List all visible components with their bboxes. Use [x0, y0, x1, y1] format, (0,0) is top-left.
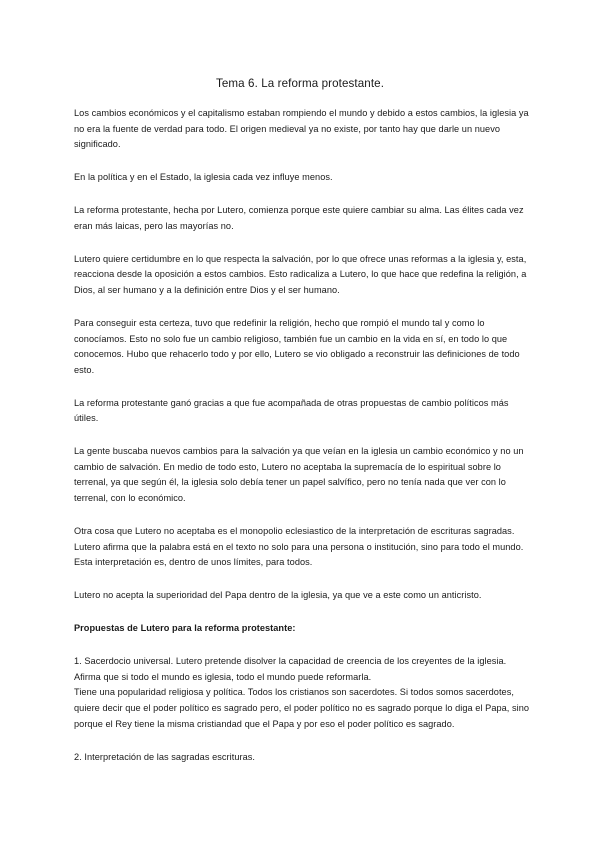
paragraph: En la política y en el Estado, la iglesia cada vez influye menos.: [74, 172, 333, 183]
proposal-2: 2. Interpretación de las sagradas escrituras.: [74, 751, 255, 762]
proposal-1-intro: 1. Sacerdocio universal. Lutero pretende disolver la capacidad de creencia de los creyentes de la iglesia. Afirma que si todo el mundo es iglesia, todo el mundo puede reformarla.: [74, 656, 507, 682]
paragraph: La reforma protestante ganó gracias a que fue acompañada de otras propuestas de cambio políticos más útiles.: [74, 397, 509, 424]
paragraph: Los cambios económicos y el capitalismo estaban rompiendo el mundo y debido a estos cambios, la iglesia ya no era la fuente de verdad para todo. El origen medieval ya no existe, por tanto hay que darle un nuevo significado.: [74, 108, 529, 150]
paragraph: Otra cosa que Lutero no aceptaba es el monopolio eclesiastico de la interpretación de escrituras sagradas. Lutero afirma que la palabra está en el texto no solo para una persona o institución, sino para todo el mundo. Esta interpretación es, dentro de unos límites, para todos.: [74, 526, 524, 568]
document-body: [74, 106, 534, 783]
paragraph: Lutero no acepta la superioridad del Papa dentro de la iglesia, ya que ve a este como un anticristo.: [74, 590, 482, 601]
section-heading: Propuestas de Lutero para la reforma protestante:: [74, 623, 296, 634]
paragraph: La reforma protestante, hecha por Lutero, comienza porque este quiere cambiar su alma. Las élites cada vez eran más laicas, pero las mayorías no.: [74, 205, 524, 231]
proposal-1-detail: Tiene una popularidad religiosa y política. Todos los cristianos son sacerdotes. Si todos somos sacerdotes, quiere decir que el poder político es sagrado pero, el poder político no es sagrado porque lo diga el Papa, sino porque el Rey tiene la misma cristiandad que el Papa y por eso el poder político es sagrado.: [74, 687, 530, 729]
paragraph: Para conseguir esta certeza, tuvo que redefinir la religión, hecho que rompió el mundo tal y como lo conocíamos. Esto no solo fue un cambio religioso, también fue un cambio en la vida en sí, en todo lo que conocemos. Hubo que rehacerlo todo y por ello, Lutero se vio obligado a reconstruir las definiciones de todo esto.: [74, 317, 520, 375]
paragraph: La gente buscaba nuevos cambios para la salvación ya que veían en la iglesia un cambio económico y no un cambio de salvación. En medio de todo esto, Lutero no aceptaba la supremacía de lo espiritual sobre lo terrenal, ya que según él, la iglesia solo debía tener un papel salvífico, pero no tenía nada que ver con lo terrenal, con lo económico.: [74, 446, 524, 504]
document-title: Tema 6. La reforma protestante.: [215, 77, 385, 90]
paragraph: Lutero quiere certidumbre en lo que respecta la salvación, por lo que ofrece unas reformas a la iglesia y, esta, reacciona desde la oposición a estos cambios. Esto radicaliza a Lutero, lo que hace que redefina la religión, a Dios, al ser humano y a la definición entre Dios y el ser humano.: [74, 253, 527, 295]
